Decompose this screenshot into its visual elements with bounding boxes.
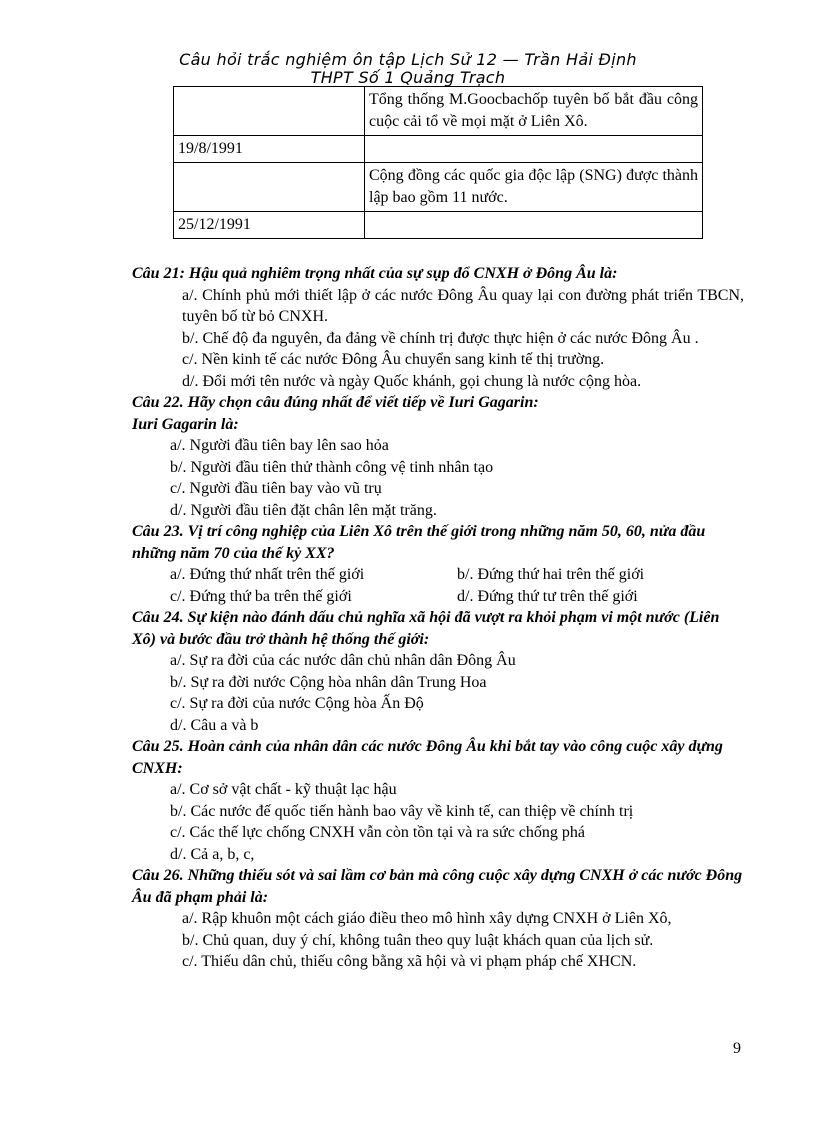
question-26-option-c: c/. Thiếu dân chủ, thiếu công bằng xã hội và vi phạm pháp chế XHCN.	[182, 953, 637, 970]
date-cell	[174, 163, 365, 212]
question-22-option-a: a/. Người đầu tiên bay lên sao hỏa	[170, 437, 389, 454]
question-22-option-d: d/. Người đầu tiên đặt chân lên mặt trăng.	[170, 501, 437, 519]
question-22-title: Câu 22. Hãy chọn câu đúng nhất để viết tiếp về Iuri Gagarin:	[132, 394, 539, 411]
question-24-option-a: a/. Sự ra đời của các nước dân chủ nhân dân Đông Âu	[170, 652, 516, 669]
question-24-option-d: d/. Câu a và b	[170, 716, 259, 734]
question-22-subtitle: Iuri Gagarin là:	[132, 415, 239, 433]
table-row	[174, 136, 703, 163]
event-cell	[365, 212, 703, 239]
question-23-option-b: b/. Đứng thứ hai trên thế giới	[457, 566, 645, 583]
question-23-option-d: d/. Đứng thứ tư trên thế giới	[457, 587, 638, 605]
page-number: 9	[733, 1040, 741, 1057]
question-21-option-c: c/. Nền kinh tế các nước Đông Âu chuyển sang kinh tế thị trường.	[182, 351, 605, 368]
date-cell: 19/8/1991	[174, 136, 365, 163]
events-table	[173, 86, 703, 239]
question-23-title: Câu 23. Vị trí công nghiệp của Liên Xô trên thế giới trong những năm 50, 60, nửa đầu những năm 70 của thế kỷ XX?	[132, 523, 706, 562]
event-cell: Tổng thống M.Goocbachốp tuyên bố bắt đầu công cuộc cải tổ về mọi mặt ở Liên Xô.	[365, 87, 703, 136]
question-23-option-c: c/. Đứng thứ ba trên thế giới	[170, 587, 352, 605]
question-22-option-c: c/. Người đầu tiên bay vào vũ trụ	[170, 480, 382, 497]
question-24-option-c: c/. Sự ra đời của nước Cộng hòa Ấn Độ	[170, 695, 424, 712]
question-25-option-c: c/. Các thế lực chống CNXH vẫn còn tồn tại và ra sức chống phá	[170, 824, 585, 841]
header-school: THPT Số 1 Quảng Trạch	[310, 68, 506, 87]
question-25-option-a: a/. Cơ sở vật chất - kỹ thuật lạc hậu	[170, 781, 397, 798]
header-title: Câu hỏi trắc nghiệm ôn tập Lịch Sử 12 — Trần Hải Định	[179, 50, 637, 69]
question-21-option-a: a/. Chính phủ mới thiết lập ở các nước Đông Âu quay lại con đường phát triển TBCN, tuyên bố từ bỏ CNXH.	[182, 286, 744, 325]
questions-content	[132, 263, 744, 973]
date-cell: 25/12/1991	[174, 212, 365, 239]
question-26-option-b: b/. Chủ quan, duy ý chí, không tuân theo quy luật khách quan của lịch sử.	[182, 931, 654, 949]
question-24-title: Câu 24. Sự kiện nào đánh dấu chủ nghĩa xã hội đã vượt ra khỏi phạm vi một nước (Liên Xô) và bước đầu trở thành hệ thống thế giới:	[132, 609, 720, 648]
question-23-options-row-2	[132, 586, 744, 608]
question-23-options-row-1	[132, 564, 744, 586]
event-cell	[365, 136, 703, 163]
question-25-title: Câu 25. Hoàn cảnh của nhân dân các nước Đông Âu khi bắt tay vào công cuộc xây dựng CNXH:	[132, 738, 723, 777]
event-cell: Cộng đồng các quốc gia độc lập (SNG) được thành lập bao gồm 11 nước.	[365, 163, 703, 212]
date-cell	[174, 87, 365, 136]
question-25-option-d: d/. Cả a, b, c,	[170, 845, 255, 863]
table-row	[174, 212, 703, 239]
question-21-option-b: b/. Chế độ đa nguyên, đa đảng về chính trị được thực hiện ở các nước Đông Âu .	[182, 329, 699, 347]
question-25-option-b: b/. Các nước đế quốc tiến hành bao vây về kinh tế, can thiệp về chính trị	[170, 802, 634, 820]
question-23-option-a: a/. Đứng thứ nhất trên thế giới	[170, 566, 365, 583]
question-26-option-a: a/. Rập khuôn một cách giáo điều theo mô hình xây dựng CNXH ở Liên Xô,	[182, 910, 672, 927]
table-row	[174, 87, 703, 136]
question-24-option-b: b/. Sự ra đời nước Cộng hòa nhân dân Trung Hoa	[170, 673, 487, 691]
question-26-title: Câu 26. Những thiếu sót và sai lầm cơ bản mà công cuộc xây dựng CNXH ở các nước Đông Âu đã phạm phải là:	[132, 867, 743, 906]
question-21-option-d: d/. Đổi mới tên nước và ngày Quốc khánh, gọi chung là nước cộng hòa.	[182, 372, 642, 390]
question-21-title: Câu 21: Hậu quả nghiêm trọng nhất của sự sụp đổ CNXH ở Đông Âu là:	[132, 265, 618, 282]
table-row	[174, 163, 703, 212]
question-22-option-b: b/. Người đầu tiên thử thành công vệ tinh nhân tạo	[170, 458, 494, 476]
